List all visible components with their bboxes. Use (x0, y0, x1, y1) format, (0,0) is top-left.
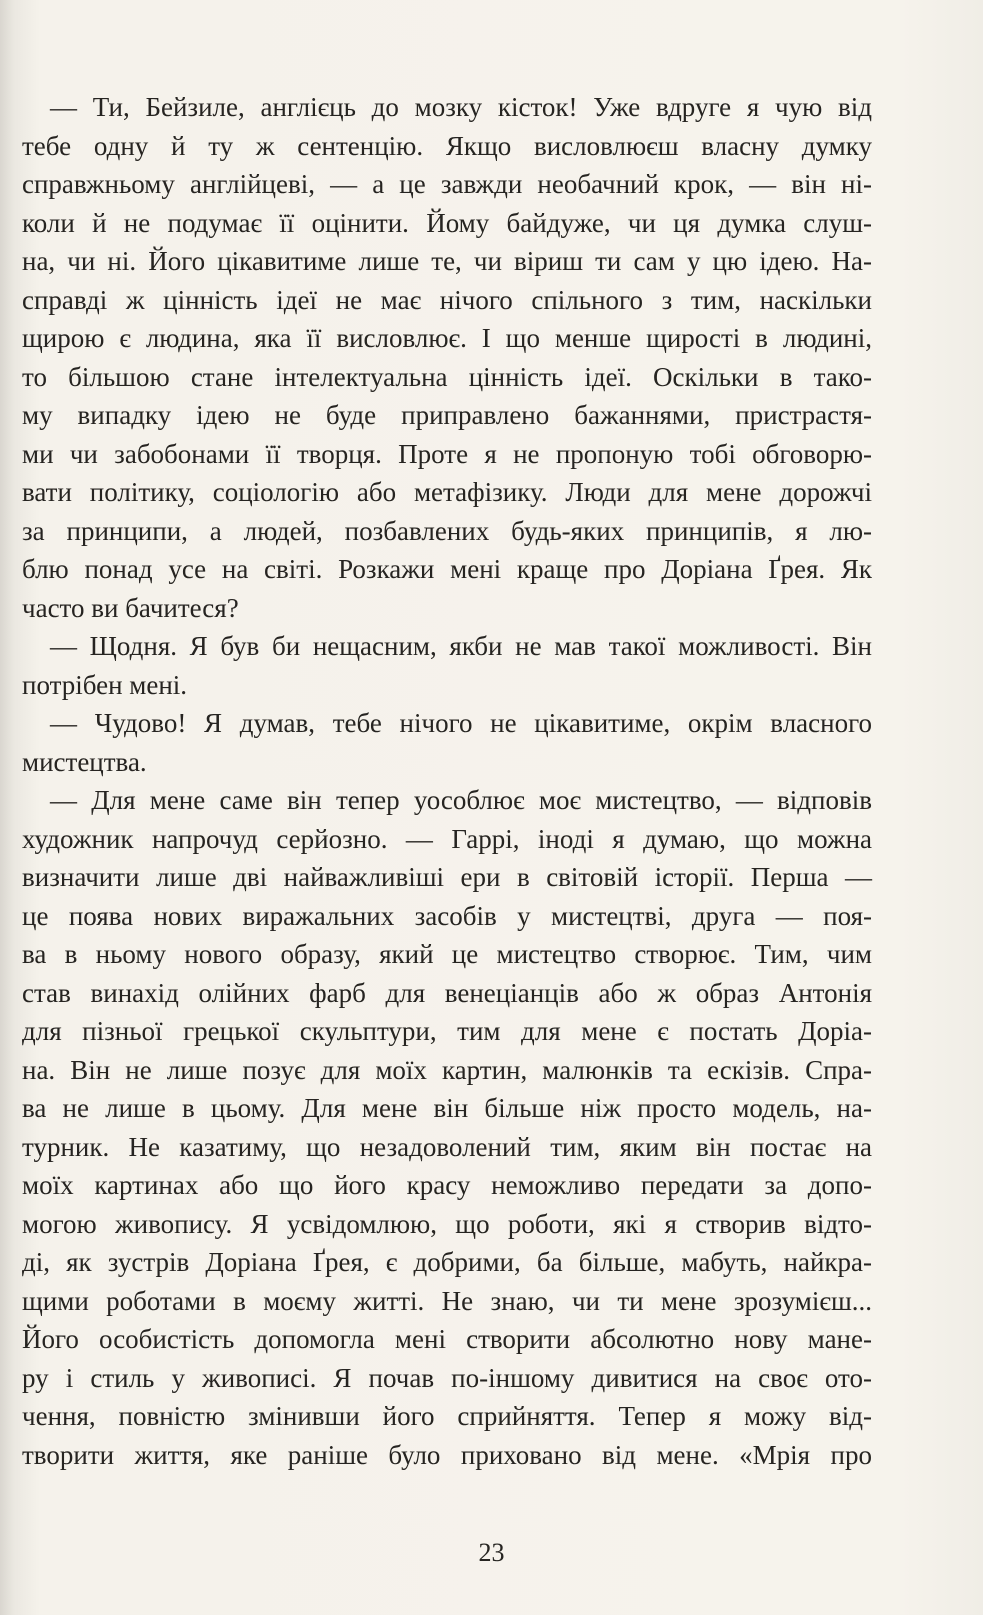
text-line: визначити лише дві найважливіші ери в світовій історії. Перша — (22, 862, 872, 892)
text-line: му випадку ідею не буде приправлено бажаннями, пристрастя- (22, 400, 872, 430)
text-line: справжньому англійцеві, — а це завжди необачний крок, — він ні- (22, 169, 872, 199)
text-line: за принципи, а людей, позбавлених будь-яких принципів, я лю- (22, 515, 872, 546)
text-line: — Чудово! Я думав, тебе нічого не цікавитиме, окрім власного (50, 708, 872, 738)
text-line: чення, повністю змінивши його сприйняття. Тепер я можу від- (22, 1401, 872, 1431)
text-line: могою живопису. Я усвідомлюю, що роботи, які я створив відто- (22, 1208, 872, 1239)
text-line: художник напрочуд серйозно. — Гаррі, іноді я думаю, що можна (22, 823, 872, 854)
page-number: 23 (478, 1538, 505, 1567)
text-line: став винахід олійних фарб для венеціанців або ж образ Антонія (22, 977, 872, 1008)
text-line: на. Він не лише позує для моїх картин, малюнків та ескізів. Спра- (22, 1054, 872, 1085)
body-text (22, 88, 872, 1474)
text-line: тебе одну й ту ж сентенцію. Якщо висловлюєш власну думку (22, 130, 872, 161)
text-line: блю понад усе на світі. Розкажи мені краще про Доріана Ґрея. Як (22, 554, 872, 584)
text-line: ру і стиль у живописі. Я почав по-іншому дивитися на своє ото- (22, 1362, 872, 1393)
text-line: ді, як зустрів Доріана Ґрея, є добрими, ба більше, мабуть, найкра- (22, 1247, 872, 1277)
text-line: ва не лише в цьому. Для мене він більше ніж просто модель, на- (22, 1093, 872, 1123)
text-line: справді ж цінність ідеї не має нічого спільного з тим, наскільки (22, 284, 872, 315)
text-line: Його особистість допомогла мені створити абсолютно нову мане- (22, 1324, 872, 1354)
text-line: турник. Не казатиму, що незадоволений тим, яким він постає на (22, 1131, 872, 1162)
text-line: для пізньої грецької скульптури, тим для мене є постать Доріа- (22, 1016, 872, 1046)
text-line: потрібен мені. (22, 669, 188, 700)
text-line: вати політику, соціологію або метафізику. Люди для мене дорожчі (22, 477, 872, 507)
text-line: щими роботами в моєму житті. Не знаю, чи ти мене зрозумієш... (22, 1285, 872, 1316)
text-line: моїх картинах або що його красу неможливо передати за допо- (22, 1170, 872, 1200)
text-line: мистецтва. (22, 746, 147, 777)
text-line: — Щодня. Я був би нещасним, якби не мав такої можливості. Він (50, 631, 872, 661)
text-line: коли й не подумає її оцінити. Йому байдуже, чи ця думка слуш- (22, 207, 872, 238)
text-line: часто ви бачитеся? (22, 592, 239, 623)
text-line: ва в ньому нового образу, який це мистецтво створює. Тим, чим (22, 939, 872, 969)
text-line: творити життя, яке раніше було приховано від мене. «Мрія про (22, 1439, 872, 1470)
text-line: — Для мене саме він тепер уособлює моє мистецтво, — відповів (50, 785, 872, 815)
text-line: це поява нових виражальних засобів у мистецтві, друга — поя- (22, 900, 872, 931)
text-line: на, чи ні. Його цікавитиме лише те, чи віриш ти сам у цю ідею. На- (22, 246, 872, 276)
text-line: ми чи забобонами її творця. Проте я не пропоную тобі обговорю- (22, 438, 872, 469)
text-line: то більшою стане інтелектуальна цінність ідеї. Оскільки в тако- (22, 361, 872, 392)
text-line: щирою є людина, яка її висловлює. І що менше щирості в людині, (22, 323, 872, 353)
text-line: — Ти, Бейзиле, англієць до мозку кісток! Уже вдруге я чую від (50, 92, 872, 122)
